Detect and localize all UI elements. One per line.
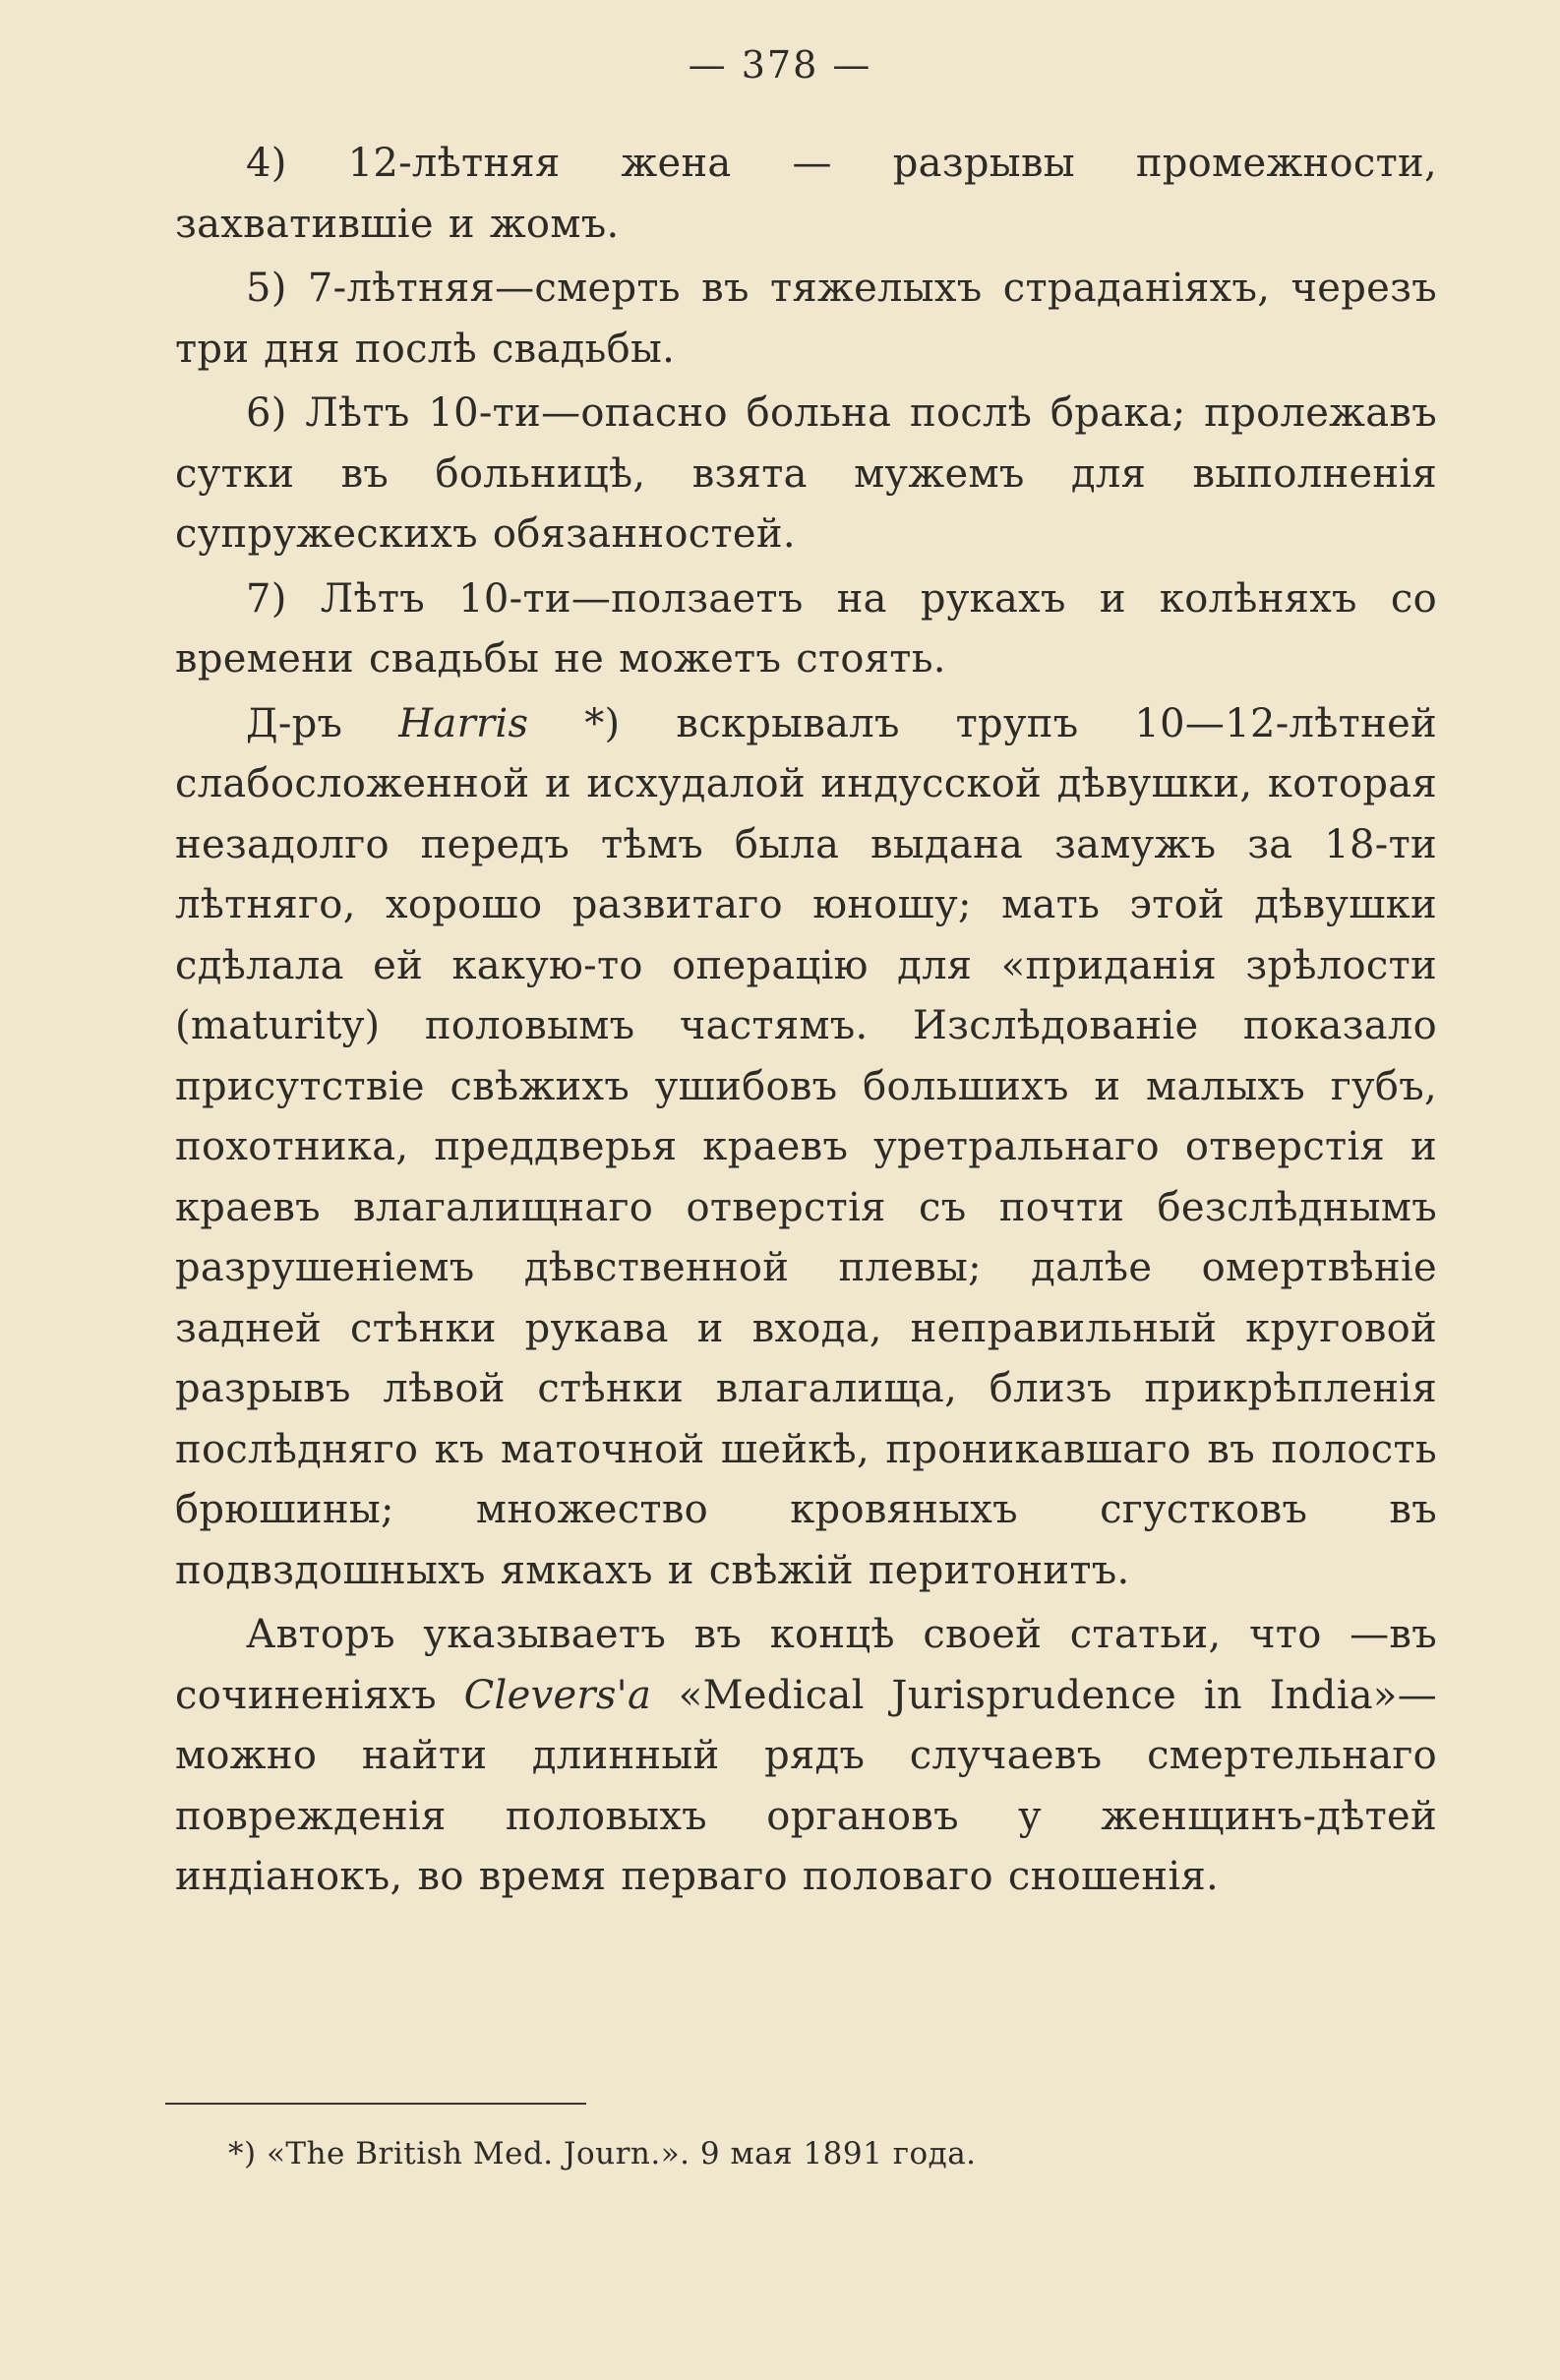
footnote: *) «The British Med. Journ.». 9 мая 1891 года. [228,2136,977,2172]
paragraph-case-6: 6) Лѣтъ 10-ти—опасно больна послѣ брака; пролежавъ сутки въ больницѣ, взята мужемъ для выполненія супружескихъ обязанностей. [175,390,1437,557]
author-name-harris: Harris [398,700,529,746]
paragraph-harris-autopsy: Д-ръ Harris *) вскрывалъ трупъ 10—12-лѣтней слабосложенной и исхудалой индусской дѣвушки, которая незадолго передъ тѣмъ была выдана замужъ за 18-ти лѣтняго, хорошо развитаго юношу; мать этой дѣвушки сдѣлала ей какую-то операцію для «приданія зрѣлости (maturity) половымъ частямъ. Изслѣдованіе показало присутствіе свѣжихъ ушибовъ большихъ и малыхъ губъ, похотника, преддверья краевъ уретральнаго отверстія и краевъ влагалищнаго отверстія съ почти безслѣднымъ разрушеніемъ дѣвственной плевы; далѣе омертвѣніе задней стѣнки рукава и входа, неправильный круговой разрывъ лѣвой стѣнки влагалища, близъ прикрѣпленія послѣдняго къ маточной шейкѣ, проникавшаго въ полость брюшины; множество кровяныхъ сгустковъ въ подвздошныхъ ямкахъ и свѣжій перитонитъ. [175,700,1438,1593]
paragraph-case-7: 7) Лѣтъ 10-ти—ползаетъ на рукахъ и колѣняхъ со времени свадьбы не можетъ стоять. [175,575,1437,682]
page-number: — 378 — [688,43,872,87]
paragraph-author-conclusion: Авторъ указываетъ въ концѣ своей статьи, что —въ сочиненіяхъ Clevers'a «Medical Jurisprudence in India»—можно найти длинный рядъ случаевъ смертельнаго поврежденія половыхъ органовъ у женщинъ-дѣтей индіанокъ, во время перваго половаго сношенія. [175,1612,1438,1899]
footnote-divider [165,2103,586,2105]
main-text [175,134,1437,1912]
paragraph-case-5: 5) 7-лѣтняя—смерть въ тяжелыхъ страданіяхъ, черезъ три дня послѣ свадьбы. [175,266,1437,372]
author-name-clevers: Clevers'a [463,1672,652,1718]
paragraph-case-4: 4) 12-лѣтняя жена — разрывы промежности, захватившіе и жомъ. [175,141,1437,247]
